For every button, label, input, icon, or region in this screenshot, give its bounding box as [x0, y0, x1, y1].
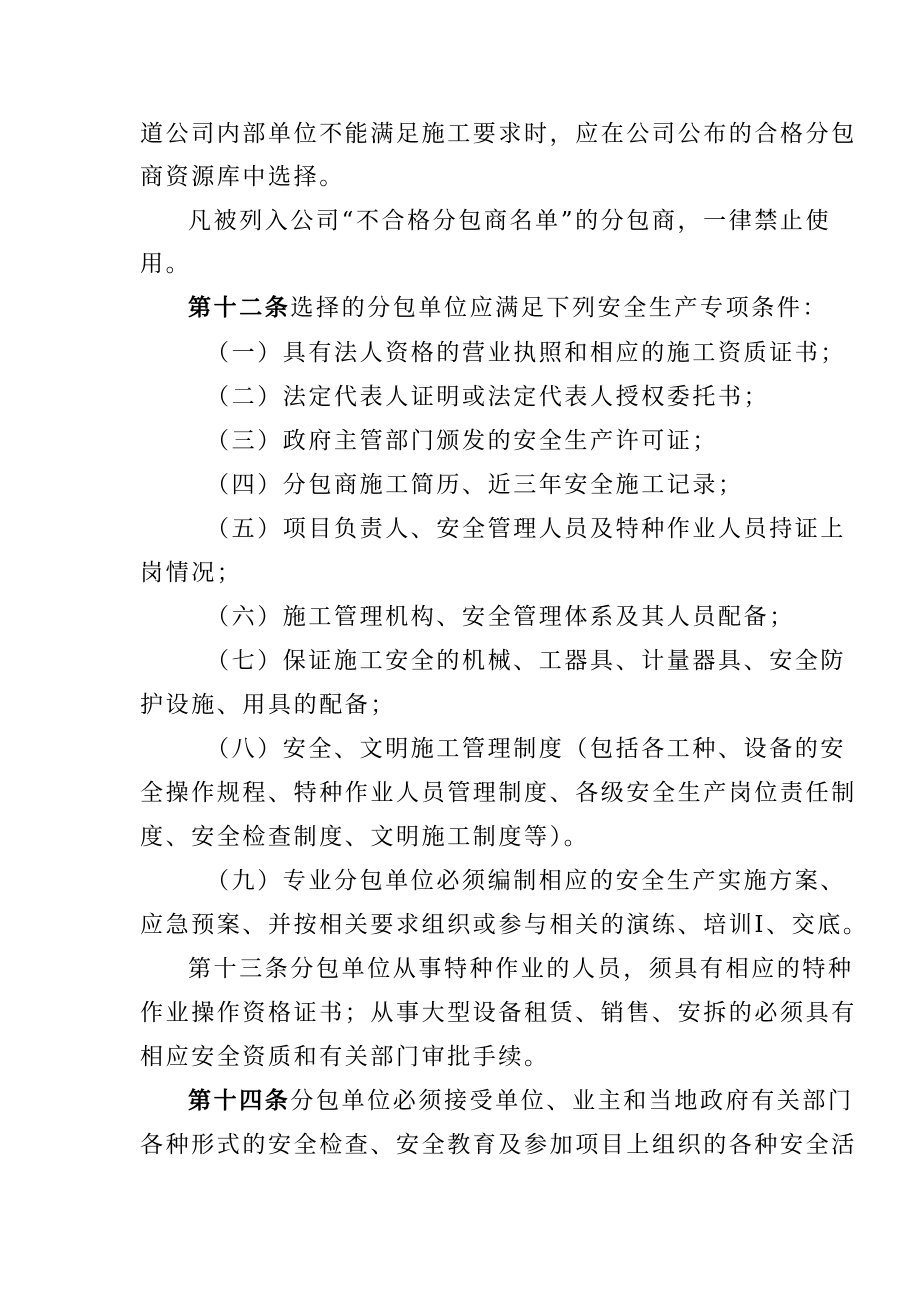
condition-item: （五）项目负责人、安全管理人员及特种作业人员持证上	[206, 516, 846, 542]
condition-item-continuation: 岗情况；	[140, 560, 243, 586]
paragraph-line: 作业操作资格证书；从事大型设备租赁、销售、安拆的必须具有	[140, 1000, 857, 1026]
article-12-heading: 第十二条	[188, 294, 291, 321]
paragraph-line: 相应安全资质和有关部门审批手续。	[140, 1044, 550, 1070]
article-13-line: 第十三条分包单位从事特种作业的人员，须具有相应的特种	[188, 956, 854, 982]
paragraph-line: 商资源库中选择。	[140, 164, 345, 190]
condition-item: （一）具有法人资格的营业执照和相应的施工资质证书；	[206, 340, 846, 366]
article-12-text: 选择的分包单位应满足下列安全生产专项条件：	[290, 295, 829, 321]
condition-item-continuation: 全操作规程、特种作业人员管理制度、各级安全生产岗位责任制	[140, 780, 857, 806]
paragraph-line: 各种形式的安全检查、安全教育及参加项目上组织的各种安全活	[140, 1132, 857, 1158]
condition-item: （八）安全、文明施工管理制度（包括各工种、设备的安	[206, 736, 846, 762]
paragraph-line: 用。	[140, 251, 192, 277]
paragraph-line: 道公司内部单位不能满足施工要求时，应在公司公布的合格分包	[140, 121, 857, 147]
condition-item-continuation: 护设施、用具的配备；	[140, 692, 396, 718]
condition-item: （三）政府主管部门颁发的安全生产许可证；	[206, 428, 718, 454]
condition-item: （七）保证施工安全的机械、工器具、计量器具、安全防	[206, 648, 846, 674]
article-14-line	[188, 1086, 854, 1116]
condition-item: （四）分包商施工简历、近三年安全施工记录；	[206, 472, 744, 498]
paragraph-line: 凡被列入公司“不合格分包商名单”的分包商，一律禁止使	[188, 208, 832, 234]
condition-item: （九）专业分包单位必须编制相应的安全生产实施方案、	[206, 868, 846, 894]
condition-item: （二）法定代表人证明或法定代表人授权委托书；	[206, 384, 770, 410]
condition-item-continuation: 应急预案、并按相关要求组织或参与相关的演练、培训Ⅰ、交底。	[140, 912, 869, 938]
condition-item: （六）施工管理机构、安全管理体系及其人员配备；	[206, 604, 795, 630]
condition-item-continuation: 度、安全检查制度、文明施工制度等）。	[140, 824, 590, 850]
article-14-text: 分包单位必须接受单位、业主和当地政府有关部门	[290, 1088, 854, 1114]
article-12-line	[188, 293, 838, 323]
article-14-heading: 第十四条	[188, 1087, 291, 1114]
